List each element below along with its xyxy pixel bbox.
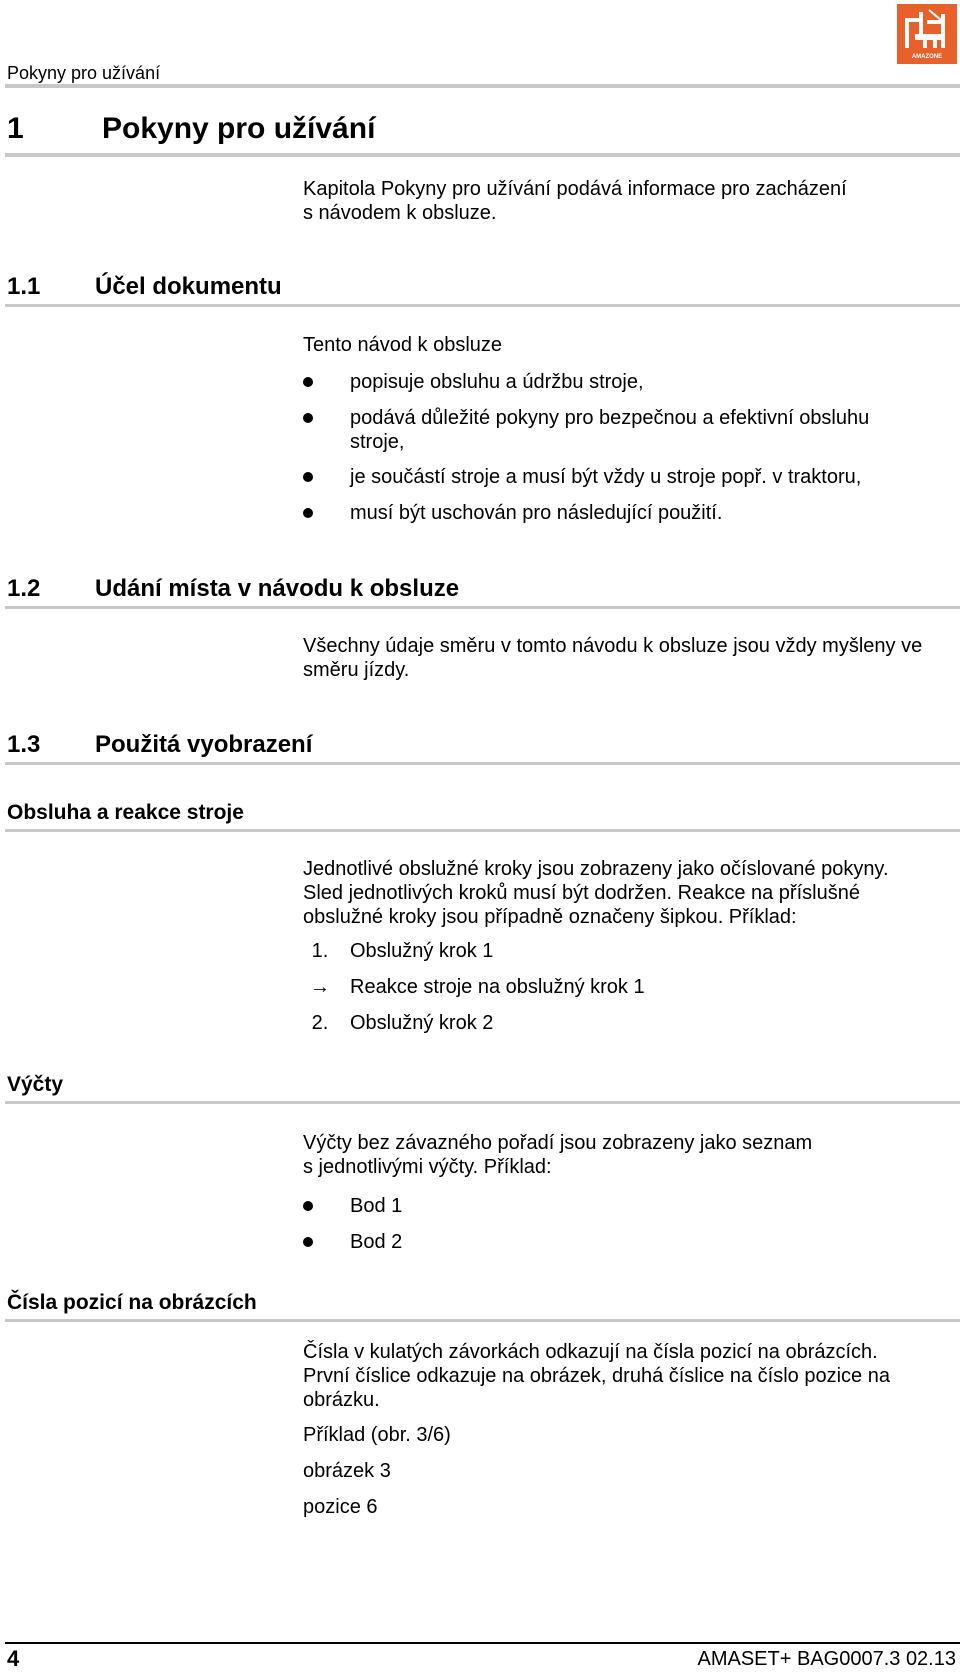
bullet-icon: [303, 377, 313, 387]
header-divider: [5, 84, 960, 88]
subheading-divider: [5, 1101, 960, 1104]
paragraph-line: Sled jednotlivých kroků musí být dodržen. Reakce na příslušné: [303, 882, 860, 904]
bullet-icon: [303, 472, 313, 482]
list-item: musí být uschován pro následující použití.: [350, 502, 723, 524]
figure-line: obrázek 3: [303, 1460, 391, 1482]
lists-paragraph: [303, 1131, 958, 1179]
arrow-icon: →: [310, 976, 330, 998]
section-heading-1-1: [7, 273, 282, 301]
paragraph-line: První číslice odkazuje na obrázek, druhá číslice na číslo pozice na: [303, 1365, 890, 1387]
paragraph-line: Všechny údaje směru v tomto návodu k obsluze jsou vždy myšleny ve: [303, 635, 923, 657]
running-header-title: Pokyny pro užívání: [7, 63, 161, 83]
subheading-lists: Výčty: [7, 1073, 64, 1096]
operation-paragraph: [303, 857, 958, 929]
subheading-divider: [5, 1319, 960, 1322]
list-item: popisuje obsluhu a údržbu stroje,: [350, 371, 644, 393]
figure-positions-paragraph: [303, 1340, 958, 1412]
subheading-divider: [5, 829, 960, 832]
section-number: 1.3: [7, 731, 41, 758]
step-text: Obslužný krok 1: [350, 940, 494, 962]
section-title: Účel dokumentu: [95, 273, 282, 300]
example-line: Příklad (obr. 3/6): [303, 1424, 451, 1446]
section-1-2-text: [303, 634, 958, 682]
paragraph-line: Výčty bez závazného pořadí jsou zobrazeny jako seznam: [303, 1132, 813, 1154]
chapter-divider: [5, 153, 960, 157]
list-item: Bod 1: [350, 1195, 403, 1217]
section-1-1-intro: Tento návod k obsluze: [303, 334, 503, 356]
step-marker: 1.: [311, 940, 329, 962]
section-heading-1-2: [7, 575, 459, 603]
paragraph-line: Čísla v kulatých závorkách odkazují na čísla pozicí na obrázcích.: [303, 1341, 878, 1363]
position-line: pozice 6: [303, 1496, 378, 1518]
section-heading-1-3: [7, 731, 312, 759]
chapter-intro-line: Kapitola Pokyny pro užívání podává informace pro zacházení: [303, 178, 847, 200]
amazone-logo: [897, 4, 957, 64]
subheading-operation: Obsluha a reakce stroje: [7, 801, 244, 824]
section-number: 1.2: [7, 575, 41, 602]
chapter-intro: [303, 177, 958, 225]
bullet-icon: [303, 508, 313, 518]
chapter-intro-line: s návodem k obsluze.: [303, 202, 497, 224]
chapter-number: 1: [7, 112, 24, 145]
logo-text: AMAZONE: [911, 54, 943, 60]
step-text: Obslužný krok 2: [350, 1012, 494, 1034]
bullet-icon: [303, 413, 313, 423]
chapter-heading: [7, 112, 375, 146]
step-text: Reakce stroje na obslužný krok 1: [350, 976, 645, 998]
section-title: Použitá vyobrazení: [95, 731, 313, 758]
list-item-continuation: stroje,: [350, 431, 405, 453]
bullet-icon: [303, 1237, 313, 1247]
list-item: je součástí stroje a musí být vždy u stroje popř. v traktoru,: [350, 466, 862, 488]
section-divider: [5, 762, 960, 765]
section-number: 1.1: [7, 273, 41, 300]
paragraph-line: Jednotlivé obslužné kroky jsou zobrazeny jako očíslované pokyny.: [303, 858, 889, 880]
paragraph-line: obrázku.: [303, 1389, 380, 1411]
section-divider: [5, 606, 960, 609]
bullet-icon: [303, 1201, 313, 1211]
section-title: Udání místa v návodu k obsluze: [95, 575, 460, 602]
paragraph-line: s jednotlivými výčty. Příklad:: [303, 1156, 552, 1178]
list-item: podává důležité pokyny pro bezpečnou a efektivní obsluhu: [350, 407, 870, 429]
paragraph-line: směru jízdy.: [303, 659, 410, 681]
page-number: 4: [7, 1646, 20, 1671]
chapter-title: Pokyny pro užívání: [102, 112, 376, 145]
document-code: AMASET+ BAG0007.3 02.13: [697, 1648, 956, 1670]
footer-divider: [5, 1642, 960, 1644]
list-item: Bod 2: [350, 1231, 403, 1253]
amazone-logo-icon: [897, 4, 957, 64]
section-divider: [5, 304, 960, 307]
step-marker: 2.: [311, 1012, 329, 1034]
paragraph-line: obslužné kroky jsou případně označeny šipkou. Příklad:: [303, 906, 797, 928]
subheading-figure-positions: Čísla pozicí na obrázcích: [7, 1291, 257, 1314]
